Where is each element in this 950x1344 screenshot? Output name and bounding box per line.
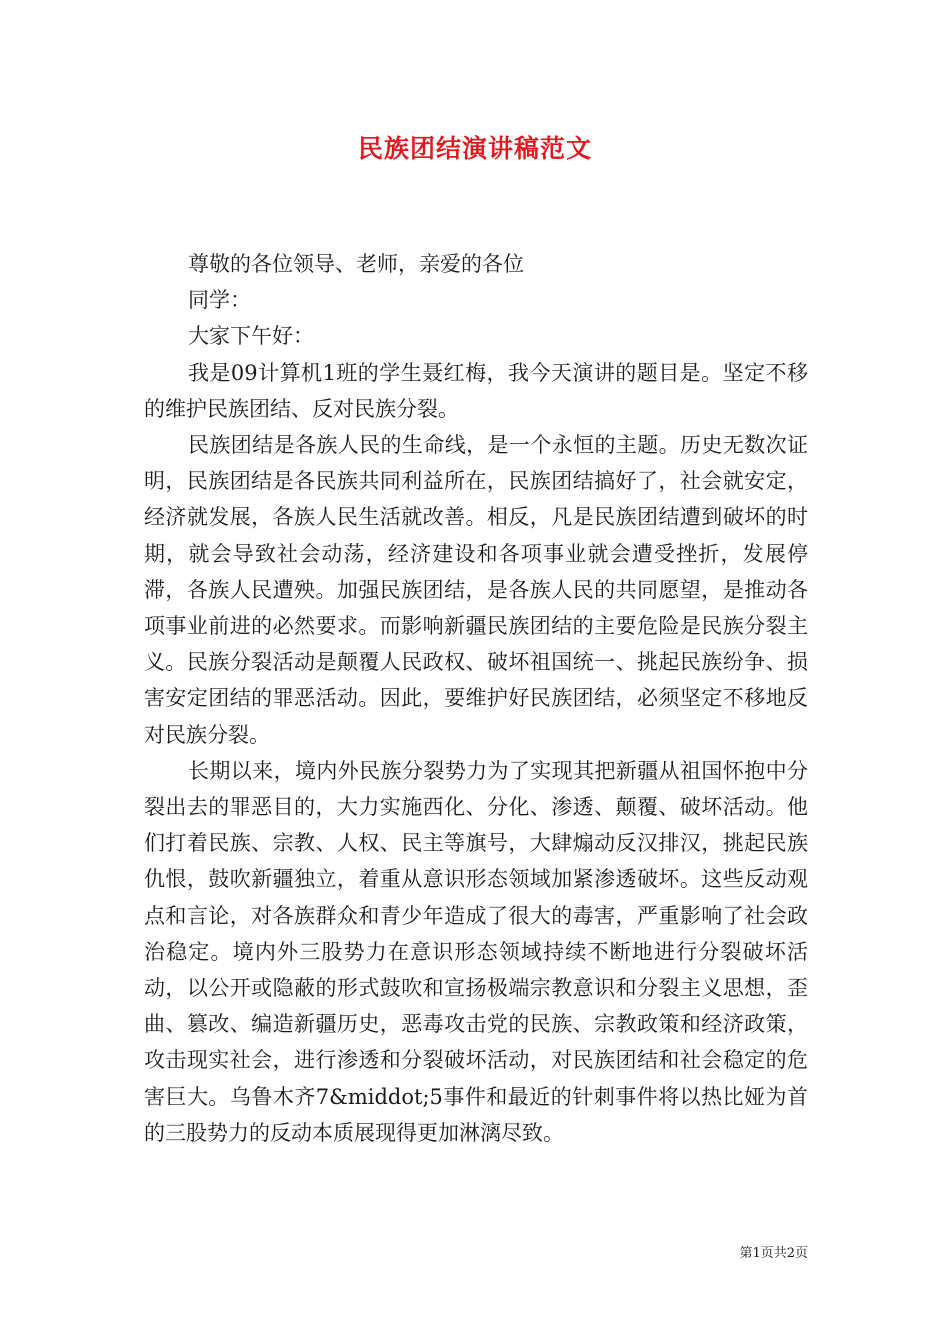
paragraph-unity: 民族团结是各族人民的生命线，是一个永恒的主题。历史无数次证明，民族团结是各民族共同利益所在，民族团结搞好了，社会就安定，经济就发展，各族人民生活就改善。相反，凡是民族团结遭到破坏的时期，就会导致社会动荡，经济建设和各项事业就会遭受挫折，发展停滞，各族人民遭殃。加强民族团结，是各族人民的共同愿望，是推动各项事业前进的必然要求。而影响新疆民族团结的主要危险是民族分裂主义。民族分裂活动是颠覆人民政权、破坏祖国统一、挑起民族纷争、损害安定团结的罪恶活动。因此，要维护好民族团结，必须坚定不移地反对民族分裂。: [144, 432, 808, 747]
document-body: [144, 246, 808, 1151]
greeting-line: 大家下午好：: [188, 324, 314, 349]
salutation-line-1: 尊敬的各位领导、老师，亲爱的各位: [188, 252, 524, 276]
document-title: 民族团结演讲稿范文: [357, 134, 592, 163]
salutation-line-2: 同学：: [188, 288, 251, 313]
paragraph-separatism: 长期以来，境内外民族分裂势力为了实现其把新疆从祖国怀抱中分裂出去的罪恶目的，大力实施西化、分化、渗透、颠覆、破坏活动。他们打着民族、宗教、人权、民主等旗号，大肆煽动反汉排汉，挑起民族仇恨，鼓吹新疆独立，着重从意识形态领域加紧渗透破坏。这些反动观点和言论，对各族群众和青少年造成了很大的毒害，严重影响了社会政治稳定。境内外三股势力在意识形态领域持续不断地进行分裂破坏活动，以公开或隐蔽的形式鼓吹和宣扬极端宗教意识和分裂主义思想，歪曲、篡改、编造新疆历史，恶毒攻击党的民族、宗教政策和经济政策，攻击现实社会，进行渗透和分裂破坏活动，对民族团结和社会稳定的危害巨大。乌鲁木齐7&middot;5事件和最近的针刺事件将以热比娅为首的三股势力的反动本质展现得更加淋漓尽致。: [144, 758, 808, 1145]
page-number-footer: 第1页共2页: [739, 1246, 808, 1261]
paragraph-intro: 我是09计算机1班的学生聂红梅，我今天演讲的题目是。坚定不移的维护民族团结、反对民族分裂。: [144, 360, 808, 421]
